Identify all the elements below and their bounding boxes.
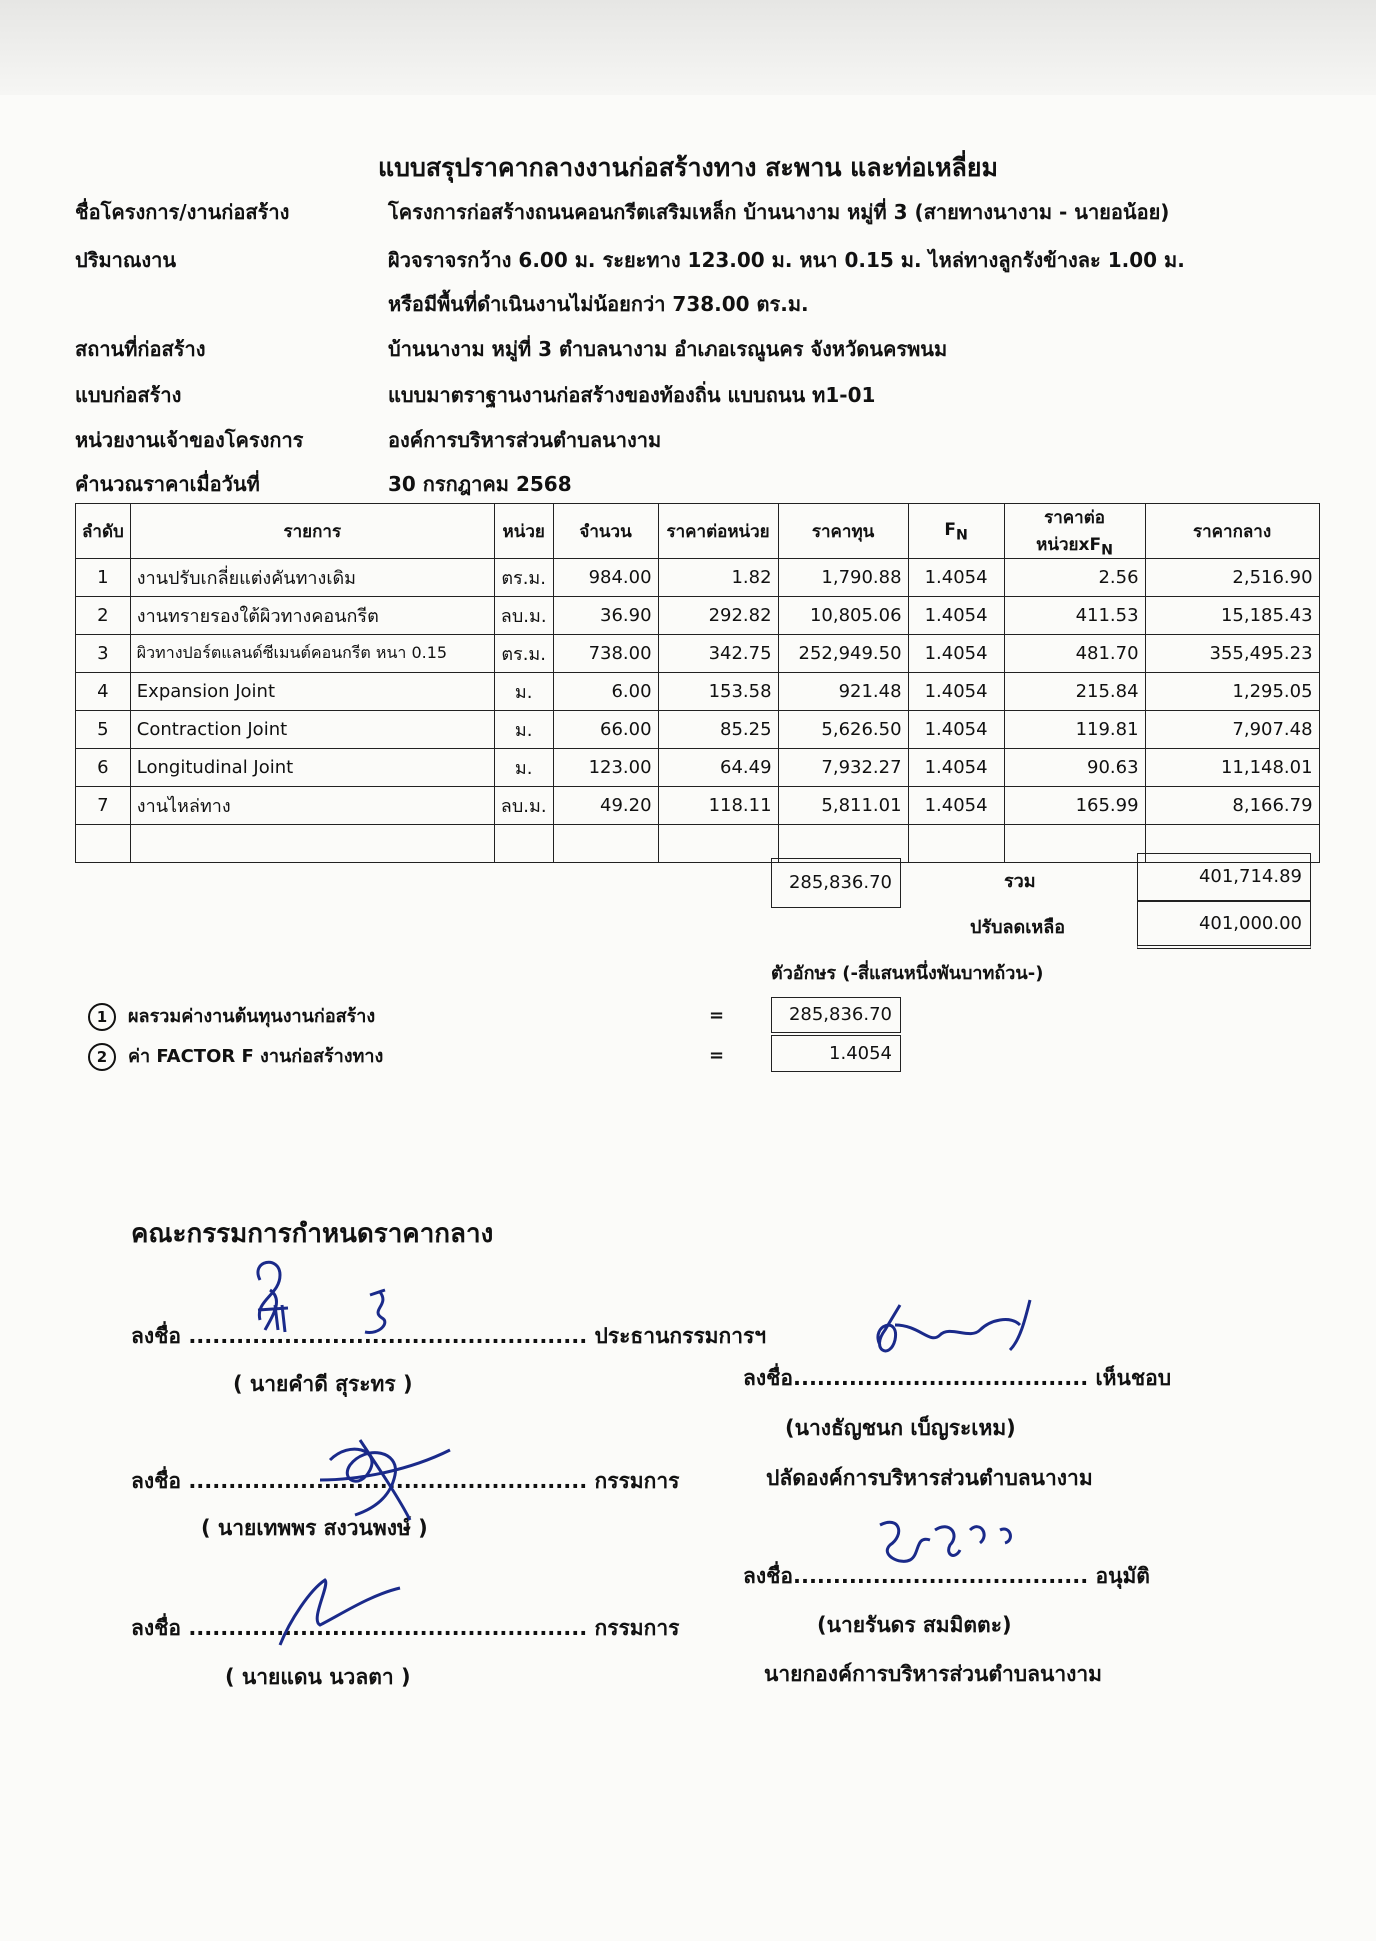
circled-number: 1 (88, 1003, 116, 1031)
row-unit-price: 153.58 (658, 673, 778, 711)
col-unit-fn (1004, 504, 1145, 559)
row-qty: 123.00 (553, 749, 658, 787)
circled-number: 2 (88, 1043, 116, 1071)
row-unit-price: 342.75 (658, 635, 778, 673)
row-fn: 1.4054 (908, 559, 1004, 597)
col-unit-fn-label: ราคาต่อหน่วยxF (1036, 508, 1105, 555)
row-unit-fn: 411.53 (1004, 597, 1145, 635)
row-no: 4 (76, 673, 131, 711)
row-fn: 1.4054 (908, 635, 1004, 673)
row-unit: ม. (494, 673, 553, 711)
row-cost: 252,949.50 (778, 635, 908, 673)
sign-prefix: ลงชื่อ (131, 1324, 181, 1348)
equals-sign: = (709, 1045, 725, 1066)
row-unit-price: 64.49 (658, 749, 778, 787)
table-empty-row (76, 825, 1320, 863)
row-no: 5 (76, 711, 131, 749)
table-row (76, 673, 1320, 711)
col-qty: จำนวน (553, 504, 658, 559)
row-unit: ม. (494, 749, 553, 787)
row-qty: 49.20 (553, 787, 658, 825)
row-cost: 921.48 (778, 673, 908, 711)
row-unit-price: 292.82 (658, 597, 778, 635)
col-no: ลำดับ (76, 504, 131, 559)
summary-line-2-label: ค่า FACTOR F งานก่อสร้างทาง (128, 1046, 384, 1067)
row-unit-price: 85.25 (658, 711, 778, 749)
sign-prefix: ลงชื่อ (743, 1564, 793, 1588)
row-median: 15,185.43 (1145, 597, 1319, 635)
sign-prefix: ลงชื่อ (131, 1616, 181, 1640)
row-median: 2,516.90 (1145, 559, 1319, 597)
signer-role: กรรมการ (594, 1616, 680, 1640)
row-unit-fn: 215.84 (1004, 673, 1145, 711)
signer-name-member-1: ( นายเทพพร สงวนพงษ์ ) (201, 1516, 428, 1540)
col-cost: ราคาทุน (778, 504, 908, 559)
signature-approver-1 (840, 1295, 1050, 1375)
row-no: 2 (76, 597, 131, 635)
signature-dots: .................................................. (188, 1469, 588, 1493)
signer-name-approver-2: (นายรันดร สมมิตตะ) (817, 1613, 1012, 1637)
sum-value-box: 401,714.89 (1137, 853, 1311, 901)
project-value: โครงการก่อสร้างถนนคอนกรีตเสริมเหล็ก บ้านนางาม หมู่ที่ 3 (สายทางนางาม - นายอน้อย) (388, 200, 1170, 224)
row-item: งานทรายรองใต้ผิวทางคอนกรีต (130, 597, 494, 635)
signer-role: เห็นชอบ (1095, 1366, 1172, 1390)
row-item: งานปรับเกลี่ยแต่งคันทางเดิม (130, 559, 494, 597)
sum-label: รวม (1004, 871, 1036, 892)
document-title: แบบสรุปราคากลางงานก่อสร้างทาง สะพาน และท่อเหลี่ยม (377, 153, 998, 182)
row-item: งานไหล่ทาง (130, 787, 494, 825)
committee-heading: คณะกรรมการกำหนดราคากลาง (131, 1219, 494, 1249)
row-qty: 66.00 (553, 711, 658, 749)
col-item: รายการ (130, 504, 494, 559)
table-row (76, 635, 1320, 673)
signature-dots: ..................................... (793, 1564, 1089, 1588)
row-unit-fn: 2.56 (1004, 559, 1145, 597)
signer-role: ประธานกรรมการฯ (594, 1324, 767, 1348)
location-label: สถานที่ก่อสร้าง (75, 337, 206, 361)
row-cost: 5,626.50 (778, 711, 908, 749)
row-unit: ลบ.ม. (494, 597, 553, 635)
table-row (76, 749, 1320, 787)
table-row (76, 711, 1320, 749)
row-unit-fn: 90.63 (1004, 749, 1145, 787)
signer-name-approver-1: (นางธัญชนก เบ็ญระเหม) (785, 1416, 1016, 1440)
row-no: 6 (76, 749, 131, 787)
row-unit-fn: 481.70 (1004, 635, 1145, 673)
col-fn (908, 504, 1004, 559)
table-row (76, 787, 1320, 825)
design-label: แบบก่อสร้าง (75, 383, 182, 407)
row-item: Longitudinal Joint (130, 749, 494, 787)
signer-name-member-2: ( นายแดน นวลตา ) (225, 1665, 411, 1689)
row-unit-fn: 119.81 (1004, 711, 1145, 749)
summary-line-1-label: ผลรวมค่างานต้นทุนงานก่อสร้าง (128, 1006, 376, 1027)
col-fn-sub: N (955, 526, 968, 543)
design-value: แบบมาตราฐานงานก่อสร้างของท้องถิ่น แบบถนน ท1-01 (388, 383, 876, 407)
table-header-row (76, 504, 1320, 559)
sign-prefix: ลงชื่อ (743, 1366, 793, 1390)
row-item: ผิวทางปอร์ตแลนด์ซีเมนต์คอนกรีต หนา 0.15 (130, 635, 494, 673)
signature-member-2 (270, 1560, 410, 1650)
row-fn: 1.4054 (908, 673, 1004, 711)
signature-line-chair (131, 1320, 766, 1353)
row-cost: 10,805.06 (778, 597, 908, 635)
row-item: Contraction Joint (130, 711, 494, 749)
signature-dots: ..................................... (793, 1366, 1089, 1390)
table-row (76, 597, 1320, 635)
row-unit-price: 1.82 (658, 559, 778, 597)
quantity-value-2: หรือมีพื้นที่ดำเนินงานไม่น้อยกว่า 738.00 ตร.ม. (388, 292, 809, 316)
row-median: 8,166.79 (1145, 787, 1319, 825)
quantity-value: ผิวจราจรกว้าง 6.00 ม. ระยะทาง 123.00 ม. หนา 0.15 ม. ไหล่ทางลูกรังข้างละ 1.00 ม. (388, 248, 1185, 272)
row-unit: ม. (494, 711, 553, 749)
row-fn: 1.4054 (908, 597, 1004, 635)
summary-line-2 (88, 1041, 383, 1071)
location-value: บ้านนางาม หมู่ที่ 3 ตำบลนางาม อำเภอเรณูนคร จังหวัดนครพนม (388, 337, 948, 361)
signature-dots: .................................................. (188, 1324, 588, 1348)
project-label: ชื่อโครงการ/งานก่อสร้าง (75, 200, 290, 224)
row-qty: 984.00 (553, 559, 658, 597)
quantity-label: ปริมาณงาน (75, 248, 177, 272)
row-qty: 6.00 (553, 673, 658, 711)
signer-name-chair: ( นายคำดี สุระทร ) (233, 1372, 413, 1396)
row-median: 355,495.23 (1145, 635, 1319, 673)
signer-position-approver-1: ปลัดองค์การบริหารส่วนตำบลนางาม (766, 1466, 1093, 1490)
row-qty: 738.00 (553, 635, 658, 673)
estimate-table (75, 503, 1320, 863)
row-fn: 1.4054 (908, 787, 1004, 825)
summary-factor-box: 1.4054 (771, 1035, 901, 1072)
row-unit-fn: 165.99 (1004, 787, 1145, 825)
table-row (76, 559, 1320, 597)
signer-role: กรรมการ (594, 1469, 680, 1493)
signature-member-1 (310, 1420, 460, 1530)
summary-line-1 (88, 1001, 375, 1031)
signature-approver-2 (860, 1505, 1030, 1585)
row-unit: ตร.ม. (494, 559, 553, 597)
row-cost: 5,811.01 (778, 787, 908, 825)
row-no: 3 (76, 635, 131, 673)
row-item: Expansion Joint (130, 673, 494, 711)
row-unit-price: 118.11 (658, 787, 778, 825)
rounded-value-box: 401,000.00 (1137, 901, 1311, 949)
signature-dots: .................................................. (188, 1616, 588, 1640)
signer-role: อนุมัติ (1095, 1564, 1150, 1588)
row-no: 1 (76, 559, 131, 597)
owner-label: หน่วยงานเจ้าของโครงการ (75, 428, 304, 452)
row-median: 11,148.01 (1145, 749, 1319, 787)
owner-value: องค์การบริหารส่วนตำบลนางาม (388, 428, 662, 452)
signer-position-approver-2: นายกองค์การบริหารส่วนตำบลนางาม (764, 1662, 1103, 1686)
row-qty: 36.90 (553, 597, 658, 635)
amount-in-words: ตัวอักษร (-สี่แสนหนึ่งพันบาทถ้วน-) (771, 963, 1044, 984)
col-unit-price: ราคาต่อหน่วย (658, 504, 778, 559)
row-cost: 7,932.27 (778, 749, 908, 787)
row-fn: 1.4054 (908, 711, 1004, 749)
date-label: คำนวณราคาเมื่อวันที่ (75, 472, 260, 496)
cost-total-box: 285,836.70 (771, 858, 901, 908)
col-fn-label: F (944, 519, 956, 540)
row-cost: 1,790.88 (778, 559, 908, 597)
equals-sign: = (709, 1005, 725, 1026)
row-unit: ลบ.ม. (494, 787, 553, 825)
row-unit: ตร.ม. (494, 635, 553, 673)
row-no: 7 (76, 787, 131, 825)
scan-shadow (0, 0, 1376, 95)
row-fn: 1.4054 (908, 749, 1004, 787)
date-value: 30 กรกฎาคม 2568 (388, 472, 572, 496)
row-median: 1,295.05 (1145, 673, 1319, 711)
col-unit-fn-sub: N (1101, 542, 1113, 559)
row-median: 7,907.48 (1145, 711, 1319, 749)
rounded-label: ปรับลดเหลือ (970, 917, 1066, 938)
col-median: ราคากลาง (1145, 504, 1319, 559)
col-unit: หน่วย (494, 504, 553, 559)
summary-cost-box: 285,836.70 (771, 997, 901, 1033)
sign-prefix: ลงชื่อ (131, 1469, 181, 1493)
signature-chair (230, 1250, 410, 1350)
